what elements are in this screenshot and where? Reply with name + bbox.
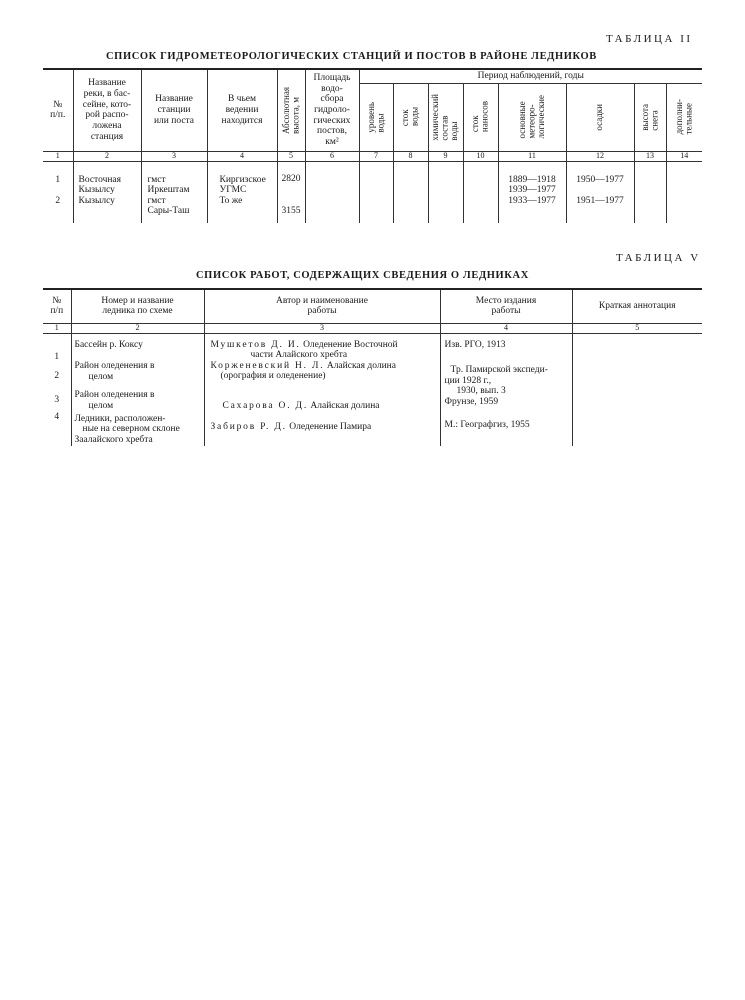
header-annotation: Краткая аннотация	[572, 289, 702, 323]
header-precipitation: осадки	[566, 83, 634, 151]
cell-river: Восточная Кызылсу Кызылсу	[73, 161, 141, 223]
cell-precipitation: 1950—1977 1951—1977	[566, 161, 634, 223]
cell-organization: Киргизское УГМС То же	[207, 161, 277, 223]
cell-sediment	[463, 161, 498, 223]
cell-level	[359, 161, 393, 223]
cell-extra	[666, 161, 702, 223]
table5-works	[43, 288, 702, 446]
header-num: № п/п	[43, 289, 71, 323]
header-sediment: сток наносов	[463, 83, 498, 151]
cell-glacier: Бассейн р. Коксу Район оледенения в целом Район оледенения в целом Ледники, расположен- ные на северном склоне Заалайского хребта	[71, 333, 204, 446]
cell-num: 1 2 3 4	[54, 351, 60, 423]
header-author: Автор и наименование работы	[204, 289, 440, 323]
cell-altitude: 2820 3155	[277, 161, 305, 223]
cell-meteo: 1889—1918 1939—1977 1933—1977	[498, 161, 566, 223]
header-station: Название станции или поста	[141, 69, 207, 151]
header-water-level: уровень воды	[359, 83, 393, 151]
cell-area	[305, 161, 359, 223]
cell-author: Мушкетов Д. И. Оледенение Восточной части Алайского хребта Корженевский Н. Л. Алайская долина (орография и оледенение) Сахарова О. Д. Алайская долина Забиров Р. Д. Оледенение Памира	[204, 333, 440, 446]
header-place: Место издания работы	[440, 289, 572, 323]
column-numbers: 1 2 3 4 5 6 7 8 9 10 11 12 13 14	[43, 151, 702, 161]
cell-snow	[634, 161, 666, 223]
table-body	[43, 333, 702, 446]
table2-title: СПИСОК ГИДРОМЕТЕОРОЛОГИЧЕСКИХ СТАНЦИЙ И ПОСТОВ В РАЙОНЕ ЛЕДНИКОВ	[106, 51, 597, 62]
header-chemistry: химический состав воды	[428, 83, 463, 151]
cell-flow	[393, 161, 428, 223]
header-extra: дополни- тельные	[666, 83, 702, 151]
cell-station: гмст Иркештам гмст Сары-Таш	[141, 161, 207, 223]
cell-num: 1 2	[55, 174, 61, 207]
header-meteo: основные метеоро- логические	[498, 83, 566, 151]
header-water-flow: сток воды	[393, 83, 428, 151]
table2-label: ТАБЛИЦА II	[606, 33, 693, 45]
header-altitude: Абсолютная высота, м	[277, 69, 305, 151]
cell-place: Изв. РГО, 1913 Тр. Памирской экспеди- ции 1928 г., 1930, вып. 3 Фрунзе, 1959 М.: Географгиз, 1955	[440, 333, 572, 446]
table5-title: СПИСОК РАБОТ, СОДЕРЖАЩИХ СВЕДЕНИЯ О ЛЕДНИКАХ	[196, 270, 529, 281]
table5-label: ТАБЛИЦА V	[616, 252, 701, 264]
table2-stations	[43, 68, 702, 223]
header-snow: высота снега	[634, 83, 666, 151]
header-glacier: Номер и название ледника по схеме	[71, 289, 204, 323]
column-numbers: 1 2 3 4 5	[43, 323, 702, 333]
header-organization: В чьем ведении находится	[207, 69, 277, 151]
cell-chem	[428, 161, 463, 223]
cell-annotation	[572, 333, 702, 446]
header-area: Площадь водо- сбора гидроло- гических постов, км²	[305, 69, 359, 151]
header-period: Период наблюдений, годы	[359, 69, 702, 83]
header-num: № п/п.	[43, 69, 73, 151]
table-row	[43, 161, 702, 223]
header-river: Название реки, в бас- сейне, кото- рой распо- ложена станция	[73, 69, 141, 151]
